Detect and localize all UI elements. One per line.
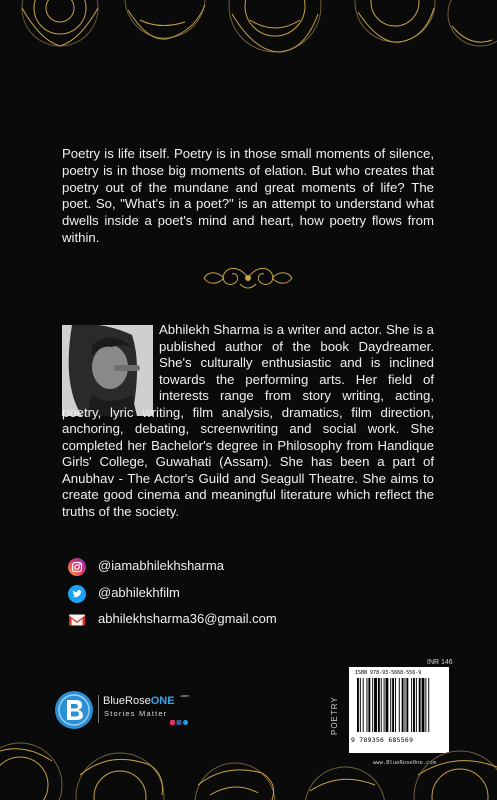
floral-divider-ornament (200, 262, 296, 294)
instagram-handle[interactable]: @iamabhilekhsharma (98, 558, 224, 573)
barcode-bars (357, 678, 441, 732)
publisher-social-icons (170, 720, 188, 728)
book-genre-label: POETRY (330, 696, 339, 736)
publisher-name-main: BlueRose (103, 695, 151, 707)
publisher-website[interactable]: www.BlueRoseOne.com (373, 760, 436, 766)
isbn-barcode (349, 667, 449, 753)
gmail-icon (68, 611, 86, 629)
isbn-number-top: ISBN 978-93-5668-556-9 (355, 670, 422, 676)
bluerose-logo-icon (54, 690, 94, 730)
author-bio-block (62, 322, 434, 520)
twitter-icon (68, 585, 86, 603)
flower-bottom-far-right (414, 751, 497, 800)
flower-top-center (229, 0, 321, 52)
flower-bottom-center-left (76, 753, 164, 800)
publisher-brand (54, 690, 189, 734)
publisher-name (103, 695, 175, 707)
flower-top-right (355, 0, 435, 42)
flower-bottom-center (195, 763, 275, 800)
flower-top-left (22, 0, 98, 46)
floral-border-top (0, 0, 497, 70)
instagram-icon (68, 558, 86, 576)
isbn-number-bottom: 9 789356 685569 (351, 736, 414, 744)
publisher-tagline: Stories Matter (104, 709, 168, 718)
flower-top-far-right (448, 0, 497, 46)
email-address[interactable]: abhilekhsharma36@gmail.com (98, 611, 277, 626)
flower-top-center-left (125, 0, 205, 39)
book-price: INR 146 (427, 659, 453, 666)
flower-bottom-right (305, 767, 385, 800)
publisher-name-suffix: .com (180, 693, 189, 698)
publisher-name-accent: ONE (150, 695, 175, 707)
author-bio: Abhilekh Sharma is a writer and actor. She is a published author of the book Daydreamer. She's culturally enthusiastic and is inclined towards the performing arts. Her field of interests range from story writing, acting, poetry, lyric writing, film analysis, dramatics, film direction, anchoring, debating, screenwriting and social work. She completed her Bachelor's degree in Philosophy from Handique Girls' College, Guwahati (Assam). She has been a part of Anubhav - The Actor's Guild and Seagull Theatre. She aims to create good cinema and meaningful literature which reflect the truths of the society. (62, 322, 434, 519)
flower-bottom-left (0, 743, 62, 800)
publisher-separator (98, 695, 99, 723)
twitter-handle[interactable]: @abhilekhfilm (98, 585, 180, 600)
book-blurb: Poetry is life itself. Poetry is in those small moments of silence, poetry is in those big moments of elation. But who creates that poetry out of the mundane and great moments of life? The poet. So, "What's in a poet?" is an attempt to understand what dwells inside a poet's mind and heart, how poetry flows from within. (62, 146, 434, 245)
